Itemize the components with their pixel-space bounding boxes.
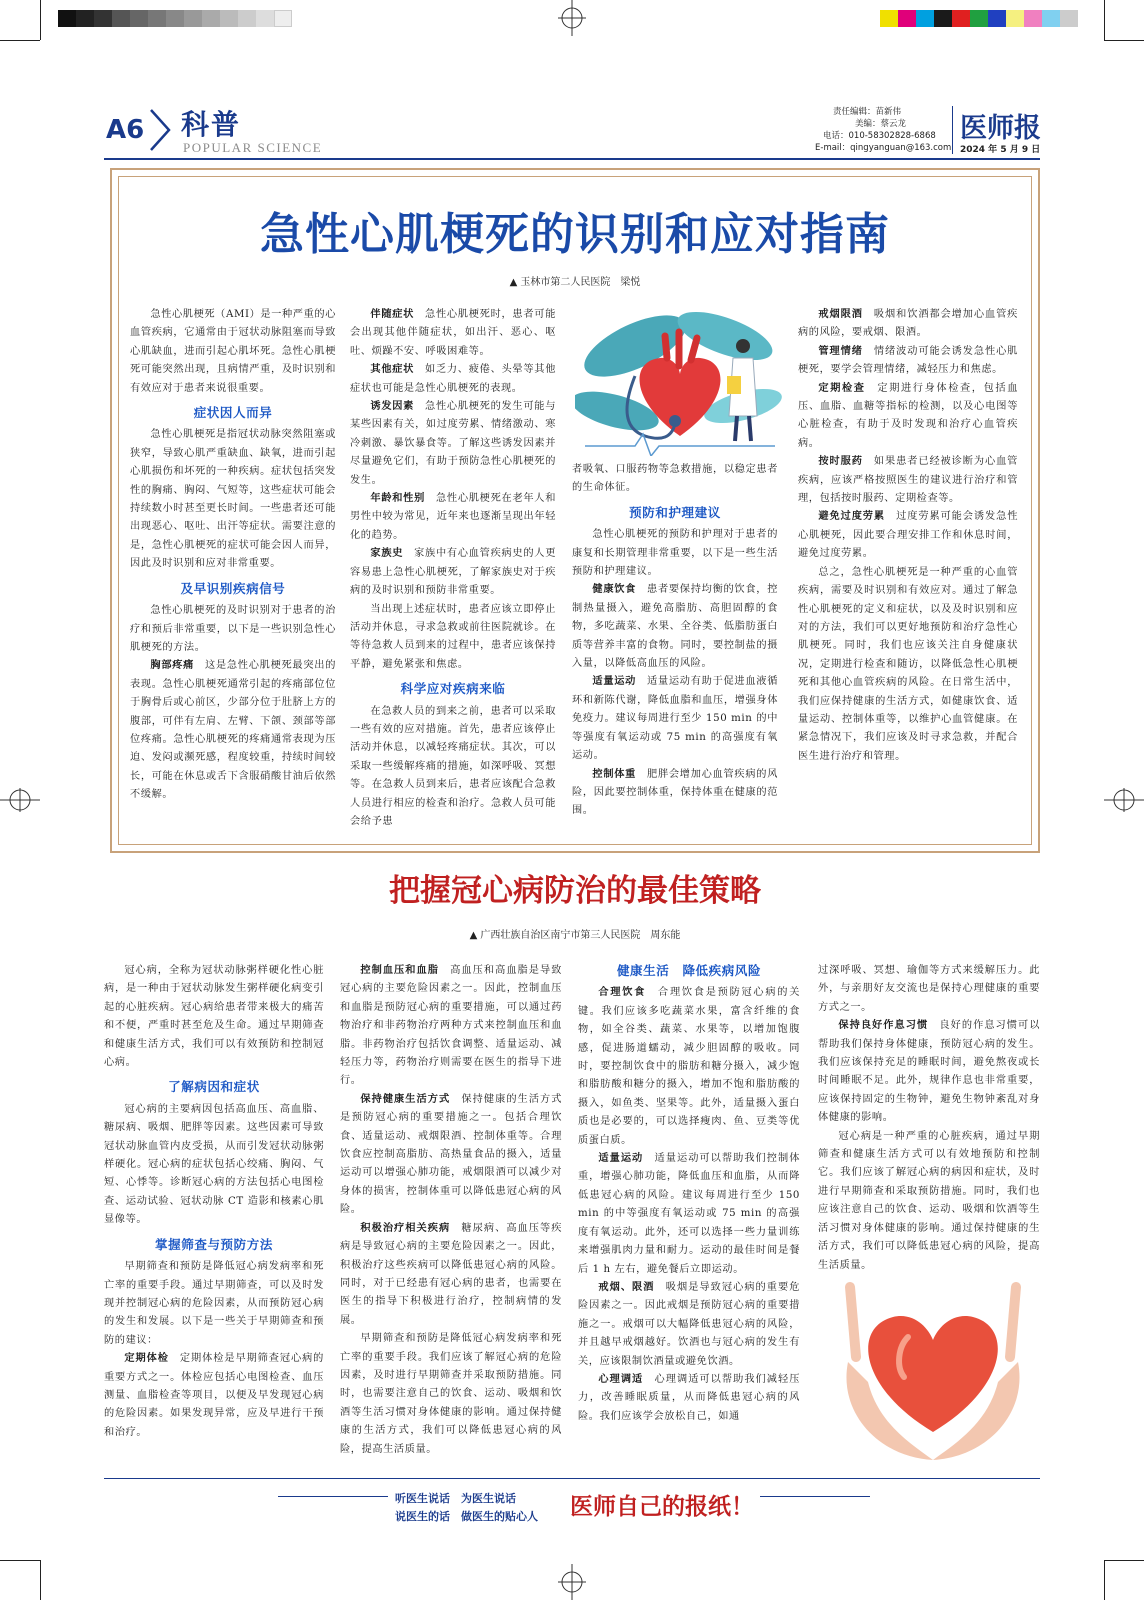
article2-title: 把握冠心病防治的最佳策略 [389,873,761,909]
chevron-right-icon [145,106,175,154]
keyword: 健康饮食 [592,584,637,596]
footer-slogan-big: 医师自己的报纸！ [570,1493,754,1520]
keyword: 家族史 [370,548,404,560]
paragraph: 冠心病，全称为冠状动脉粥样硬化性心脏病，是一种由于冠状动脉发生粥样硬化病变引起的心脏疾病。冠心病给患者带来极大的痛苦和不便，严重时甚至危及生命。通过早期筛查和健康生活方式，我们可以有效预防和控制冠心病。 [104,965,324,1069]
paragraph [572,766,778,821]
paragraph-text: 肥胖会增加心血管疾病的风险，因此要控制体重，保持体重在健康的范围。 [572,768,778,817]
paragraph [350,398,556,490]
paragraph [578,1371,800,1426]
keyword: 其他症状 [370,364,415,376]
keyword: 避免过度劳累 [818,511,886,523]
paragraph [350,490,556,545]
footer-rule [104,1478,1040,1479]
registration-target [1104,780,1144,820]
paragraph-text: 心理调适可以帮助我们减轻压力，改善睡眠质量，从而降低患冠心病的风险。我们应该学会放松自己，如通 [578,1373,800,1422]
article1-column-3 [572,461,778,821]
paragraph-text: 患者要保持均衡的饮食，控制热量摄入，避免高脂肪、高胆固醇的食物，多吃蔬菜、水果、全谷类、低脂肪蛋白质等营养丰富的食物。同时，要控制盐的摄入量，以降低高血压的风险。 [572,584,778,670]
article1-column-4 [798,306,1018,766]
paragraph [340,1220,562,1330]
paragraph: 当出现上述症状时，患者应该立即停止活动并休息，寻求急救或前往医院就诊。在等待急救人员到来的过程中，患者应该保持平静，避免紧张和焦虑。 [350,603,556,670]
keyword: 适量运动 [598,1153,644,1165]
paragraph-text: 这是急性心肌梗死最突出的表现。急性心肌梗死通常引起的疼痛部位位于胸骨后或心前区，少部分位于肚脐上方的腹部，可伴有左肩、左臂、下颌、颈部等部位疼痛。急性心肌梗死的疼痛通常表现为压迫、发闷或濒死感，程度较重，持续时间较长，可能在休息或舌下含服硝酸甘油后依然不缓解。 [130,660,336,801]
paragraph [350,306,556,361]
paragraph: 在急救人员的到来之前，患者可以采取一些有效的应对措施。首先，患者应该停止活动并休息，以减轻疼痛症状。其次，可以采取一些缓解疼痛的措施，如深呼吸、冥想等。在急救人员到来后，患者应该配合急救人员进行相应的检查和治疗。急救人员可能会给予患 [350,705,556,827]
subheading: 健康生活 降低疾病风险 [616,963,762,978]
registration-target [550,1564,594,1600]
slogan-line: 说医生的话 做医生的贴心人 [395,1510,538,1523]
paragraph [340,1091,562,1220]
keyword: 保持良好作息习惯 [838,1020,929,1032]
keyword: 合理饮食 [598,987,647,999]
paragraph-text: 适量运动可以帮助我们控制体重，增强心肺功能，降低血压和血脂，从而降低患冠心病的风险。建议每周进行至少 150 min 的中等强度有氧运动或 75 min 的高强度有氧运动。此外，还可以选择一些力量训练来增强肌肉力量和耐力。运动的最佳时间是餐后 1 h 左右，避免餐后立即运动。 [578,1153,800,1275]
footer-slogan [395,1490,538,1526]
subheading: 症状因人而异 [193,405,273,421]
paragraph-text: 急性心肌梗死时，患者可能会出现其他伴随症状，如出汗、恶心、呕吐、烦躁不安、呼吸困难等。 [350,309,556,357]
paragraph-text: 急性心肌梗死在老年人和男性中较为常见，近年来也逐渐呈现出年轻化的趋势。 [350,493,557,541]
keyword: 控制体重 [592,768,637,780]
footer-decor-line [278,1496,388,1497]
article2-column-1 [104,962,324,1442]
keyword: 伴随症状 [370,309,415,320]
article2-byline: ▲ 广西壮族自治区南宁市第三人民医院 周东能 [469,930,681,941]
editor-line: 责任编辑：苗新伟 [833,107,902,117]
paragraph [798,380,1018,454]
paragraph [572,581,778,673]
paragraph-text: 合理饮食是预防冠心病的关键。我们应该多吃蔬菜水果，富含纤维的食物，如全谷类、蔬菜、水果等，以增加饱腹感，促进肠道蠕动，减少胆固醇的吸收。同时，要控制饮食中的脂肪和糖分摄入，减少饱和脂肪酸和糖分的摄入，增加不饱和脂肪酸的摄入，如鱼类、坚果等。此外，适量摄入蛋白质也是必要的，可以选择瘦肉、鱼、豆类等优质蛋白质。 [578,987,800,1146]
article2-column-3 [578,962,800,1426]
section-subtitle: POPULAR SCIENCE [183,140,323,155]
header-divider [952,106,953,154]
keyword: 积极治疗相关疾病 [360,1222,451,1234]
crop-mark [0,1560,40,1561]
keyword: 适量运动 [592,676,637,688]
slogan-line: 听医生说话 为医生说话 [395,1492,516,1505]
paragraph [798,343,1018,380]
keyword: 年龄和性别 [370,493,426,505]
paragraph: 急性心肌梗死（AMI）是一种严重的心血管疾病，它通常由于冠状动脉阻塞而导致心肌缺血，进而引起心肌坏死。急性心肌梗死可能突然出现，且病情严重，及时识别和有效应对于患者来说很重要。 [130,309,336,394]
paragraph: 冠心病的主要病因包括高血压、高血脂、糖尿病、吸烟、肥胖等因素。这些因素可导致冠状动脉血管内皮受损，从而引发冠状动脉粥样硬化。冠心病的症状包括心绞痛、胸闷、气短、心悸等。诊断冠心病的方法包括心电图检查、运动试验、冠状动脉 CT 造影和核素心肌显像等。 [104,1103,324,1226]
paragraph [340,962,562,1091]
subheading: 掌握筛查与预防方法 [155,1236,273,1252]
paragraph-text: 定期体检是早期筛查冠心病的重要方式之一。体检应包括心电图检查、血压测量、血脂检查等项目，以便及早发现冠心病的危险因素。如果发现异常，应及早进行干预和治疗。 [104,1353,324,1438]
subheading: 了解病因和症状 [168,1079,260,1095]
section-title: 科普 [181,108,242,141]
editor-info [815,106,955,154]
email-line: E-mail：qingyanguan@163.com [815,143,952,153]
keyword: 按时服药 [818,456,863,468]
paragraph-text: 糖尿病、高血压等疾病是导致冠心病的主要危险因素之一。因此，积极治疗这些疾病可以降低患冠心病的风险。同时，对于已经患有冠心病的患者，也需要在医生的指导下积极进行治疗，控制病情的发展。 [340,1222,562,1326]
paragraph: 过深呼吸、冥想、瑜伽等方式来缓解压力。此外，与亲朋好友交流也是保持心理健康的重要方式之一。 [818,965,1040,1013]
paragraph: 总之，急性心肌梗死是一种严重的心血管疾病，需要及时识别和有效应对。通过了解急性心肌梗死的定义和症状，以及及时识别和应对的方法，我们可以更好地预防和治疗急性心肌梗死。同时，我们也应该关注自身健康状况，定期进行检查和随访，以降低急性心肌梗死和其他心血管疾病的风险。在日常生活中，我们应保持健康的生活方式，如健康饮食、适量运动、控制体重等，以维护心血管健康。在紧急情况下，我们应该及时寻求急救，并配合医生进行治疗和管理。 [798,566,1018,762]
paragraph: 者吸氧、口服药物等急救措施，以稳定患者的生命体征。 [572,464,778,494]
paragraph [798,453,1018,508]
grayscale-registration-strip [58,10,292,27]
article1-column-2 [350,306,556,831]
paragraph-text: 情绪波动可能会诱发急性心肌梗死，要学会管理情绪，减轻压力和焦虑。 [798,345,1018,376]
paragraph [798,508,1018,563]
paragraph [818,1017,1040,1127]
subheading: 预防和护理建议 [629,504,721,520]
paragraph [350,545,556,600]
paragraph-text: 如乏力、疲倦、头晕等其他症状也可能是急性心肌梗死的表现。 [350,364,556,394]
keyword: 管理情绪 [818,345,863,357]
article1-title: 急性心肌梗死的识别和应对指南 [260,209,890,260]
paragraph: 急性心肌梗死是指冠状动脉突然阻塞或狭窄，导致心肌严重缺血、缺氧，进而引起心肌损伤和坏死的一种疾病。症状包括突发性的胸痛、胸闷、气短等，这些症状可能会持续数小时甚至更长时间。一些患者还可能出现恶心、呕吐、出汗等症状。需要注意的是，急性心肌梗死的症状可能会因人而异，因此及时识别和应对非常重要。 [130,429,336,570]
header-rule [104,158,1040,160]
keyword: 戒烟限酒 [818,309,863,320]
article2-column-2 [340,962,562,1459]
paragraph: 急性心肌梗死的预防和护理对于患者的康复和长期管理非常重要，以下是一些生活预防和护理建议。 [572,529,778,578]
keyword: 心理调适 [598,1373,644,1385]
paragraph-text: 定期进行身体检查，包括血压、血脂、血糖等指标的检测，以及心电图等心脏检查，有助于及时发现和治疗心血管疾病。 [798,382,1018,449]
paragraph [798,306,1018,343]
crop-mark [0,40,40,41]
registration-target [550,0,594,36]
page-number: A6 [106,115,145,145]
article1-column-1 [130,306,336,805]
paragraph: 冠心病是一种严重的心脏疾病，通过早期筛查和健康生活方式可以有效地预防和控制它。我们应该了解冠心病的病因和症状，及时进行早期筛查和采取预防措施。同时，我们也应该注意自己的饮食、运动、吸烟和饮酒等生活习惯对身体健康的影响。通过保持健康的生活方式，我们可以降低患冠心病的风险，提高生活质量。 [818,1130,1040,1271]
paragraph: 早期筛查和预防是降低冠心病发病率和死亡率的重要手段。我们应该了解冠心病的危险因素，及时进行早期筛查并采取预防措施。同时，也需要注意自己的饮食、运动、吸烟和饮酒等生活习惯对身体健康的影响。通过保持健康的生活方式，我们可以降低患冠心病的风险，提高生活质量。 [340,1333,562,1455]
keyword: 保持健康生活方式 [360,1093,451,1105]
crop-mark [40,0,41,40]
crop-mark [1104,1560,1105,1600]
keyword: 定期体检 [124,1353,169,1365]
paragraph [130,657,336,804]
paragraph [350,361,556,398]
paragraph [578,1150,800,1279]
keyword: 定期检查 [818,382,866,394]
designer-line: 美编：蔡云龙 [855,119,907,129]
keyword: 胸部疼痛 [150,660,195,672]
article2-column-4 [818,962,1040,1275]
footer-decor-line [760,1496,870,1497]
crop-mark [1104,1560,1144,1561]
paragraph-text: 高血压和高血脂是导致冠心病的主要危险因素之一。因此，控制血压和血脂是预防冠心病的重要措施，可以通过药物治疗和非药物治疗两种方式来控制血压和血脂。非药物治疗包括饮食调整、适量运动、减轻压力等，药物治疗则需要在医生的指导下进行。 [340,965,563,1087]
crop-mark [40,1560,41,1600]
paragraph [578,1279,800,1371]
paragraph-text: 如果患者已经被诊断为心血管疾病，应该严格按照医生的建议进行治疗和管理，包括按时服药、定期检查等。 [798,456,1018,505]
paragraph-text: 急性心肌梗死的发生可能与某些因素有关，如过度劳累、情绪激动、寒冷刺激、暴饮暴食等。了解这些诱发因素并尽量避免它们，有助于预防急性心肌梗死的发生。 [350,401,556,486]
paragraph-text: 吸烟是导致冠心病的重要危险因素之一。因此戒烟是预防冠心病的重要措施之一。戒烟可以大幅降低患冠心病的风险，并且越早戒烟越好。饮酒也与冠心病的发生有关，应该限制饮酒量或避免饮酒。 [578,1281,801,1367]
paragraph: 急性心肌梗死的及时识别对于患者的治疗和预后非常重要，以下是一些识别急性心肌梗死的方法。 [130,605,336,653]
publication-date: 2024 年 5 月 9 日 [960,145,1041,155]
keyword: 戒烟、限酒 [598,1281,655,1293]
heart-in-hands-illustration [838,1282,1028,1467]
keyword: 控制血压和血脂 [360,965,439,976]
phone-line: 电话：010-58302828-6868 [823,131,936,141]
paragraph-text: 家族中有心血管疾病史的人更容易患上急性心肌梗死，了解家族史对于疾病的及时识别和预防非常重要。 [350,548,556,597]
registration-target [0,780,40,820]
article1-byline: ▲ 玉林市第二人民医院 梁悦 [509,277,641,288]
heart-doctor-illustration [575,306,785,456]
paragraph-text: 适量运动有助于促进血液循环和新陈代谢，降低血脂和血压，增强身体免疫力。建议每周进行至少 150 min 的中等强度有氧运动或 75 min 的高强度有氧运动。 [572,676,778,762]
paragraph-text: 良好的作息习惯可以帮助我们保持身体健康，预防冠心病的发生。我们应该保持充足的睡眠时间，避免熬夜或长时间睡眠不足。此外，规律作息也非常重要，应该保持固定的生物钟，避免生物钟紊乱对身体健康的影响。 [818,1020,1040,1124]
crop-mark [1104,40,1144,41]
crop-mark [1104,0,1105,40]
subheading: 及早识别疾病信号 [180,580,286,596]
subheading: 科学应对疾病来临 [400,681,506,697]
paragraph-text: 过度劳累可能会诱发急性心肌梗死，因此要合理安排工作和休息时间，避免过度劳累。 [798,511,1018,560]
paragraph-text: 吸烟和饮酒都会增加心血管疾病的风险，要戒烟、限酒。 [798,309,1018,339]
color-registration-strip [880,10,1078,27]
paragraph: 早期筛查和预防是降低冠心病发病率和死亡率的重要手段。通过早期筛查，可以及时发现并控制冠心病的危险因素，从而预防冠心病的发生和发展。以下是一些关于早期筛查和预防的建议： [104,1261,324,1346]
paragraph [572,673,778,765]
paragraph [578,984,800,1150]
paragraph-text: 保持健康的生活方式是预防冠心病的重要措施之一。包括合理饮食、适量运动、戒烟限酒、控制体重等。合理饮食应控制高脂肪、高热量食品的摄入，适量运动可以增强心肺功能，戒烟限酒可以减少对身体的损害，控制体重可以降低患冠心病的风险。 [340,1093,562,1216]
newspaper-brand: 医师报 [960,113,1041,144]
paragraph [104,1350,324,1442]
keyword: 诱发因素 [370,401,415,413]
